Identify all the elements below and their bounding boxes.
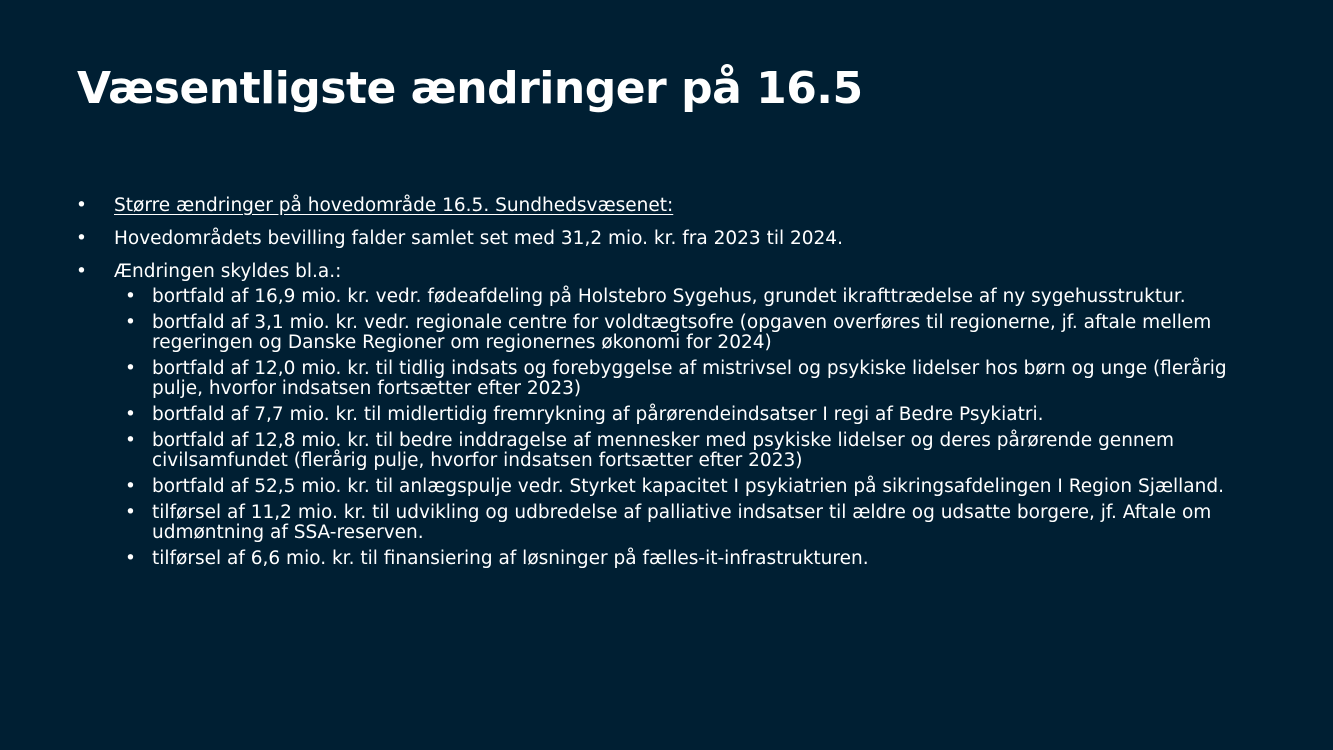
sub-bullet-item — [114, 431, 1246, 471]
sub-bullet-text: bortfald af 52,5 mio. kr. til anlægspulje vedr. Styrket kapacitet I psykiatrien på sikringsafdelingen I Region Sjælland. — [152, 476, 1224, 497]
sub-bullet-item — [114, 359, 1246, 399]
bullet-dot-icon: • — [125, 358, 136, 379]
bullet-dot-icon: • — [125, 404, 136, 425]
bullet-dot-icon: • — [76, 261, 87, 282]
slide-content — [76, 194, 1246, 579]
sub-bullet-text: bortfald af 12,8 mio. kr. til bedre inddragelse af mennesker med psykiske lidelser og deres pårørende gennem civilsamfundet (flerårig pulje, hvorfor indsatsen fortsætter efter 2023) — [152, 430, 1175, 471]
bullet-text: Større ændringer på hovedområde 16.5. Sundhedsvæsenet: — [114, 195, 674, 216]
sub-bullet-item — [114, 549, 1246, 569]
bullet-item-summary — [76, 227, 1246, 250]
sub-bullet-text: bortfald af 7,7 mio. kr. til midlertidig fremrykning af pårørendeindsatser I regi af Bedre Psykiatri. — [152, 404, 1044, 425]
bullet-dot-icon: • — [76, 195, 87, 216]
bullet-text: Ændringen skyldes bl.a.: — [114, 261, 342, 282]
sub-bullet-text: bortfald af 3,1 mio. kr. vedr. regionale centre for voldtægtsofre (opgaven overføres til regionerne, jf. aftale mellem regeringen og Danske Regioner om regionernes økonomi for 2024) — [152, 312, 1212, 353]
bullet-item-heading — [76, 194, 1246, 217]
sub-bullet-item — [114, 477, 1246, 497]
bullet-dot-icon: • — [125, 476, 136, 497]
bullet-dot-icon: • — [76, 228, 87, 249]
sub-bullet-list — [114, 287, 1246, 569]
bullet-dot-icon: • — [125, 430, 136, 451]
sub-bullet-item — [114, 405, 1246, 425]
bullet-text: Hovedområdets bevilling falder samlet set med 31,2 mio. kr. fra 2023 til 2024. — [114, 228, 843, 249]
sub-bullet-text: bortfald af 16,9 mio. kr. vedr. fødeafdeling på Holstebro Sygehus, grundet ikrafttrædelse af ny sygehusstruktur. — [152, 286, 1186, 307]
slide-title: Væsentligste ændringer på 16.5 — [77, 63, 863, 114]
bullet-dot-icon: • — [125, 312, 136, 333]
bullet-dot-icon: • — [125, 502, 136, 523]
bullet-dot-icon: • — [125, 286, 136, 307]
sub-bullet-text: tilførsel af 11,2 mio. kr. til udvikling og udbredelse af palliative indsatser til ældre og udsatte borgere, jf. Aftale om udmøntning af SSA-reserven. — [152, 502, 1212, 543]
sub-bullet-item — [114, 503, 1246, 543]
bullet-list — [76, 194, 1246, 569]
sub-bullet-text: tilførsel af 6,6 mio. kr. til finansiering af løsninger på fælles-it-infrastrukturen. — [152, 548, 869, 569]
sub-bullet-item — [114, 313, 1246, 353]
sub-bullet-item — [114, 287, 1246, 307]
bullet-item-causes — [76, 260, 1246, 569]
bullet-dot-icon: • — [125, 548, 136, 569]
sub-bullet-text: bortfald af 12,0 mio. kr. til tidlig indsats og forebyggelse af mistrivsel og psykiske lidelser hos børn og unge (flerårig pulje, hvorfor indsatsen fortsætter efter 2023) — [152, 358, 1227, 399]
